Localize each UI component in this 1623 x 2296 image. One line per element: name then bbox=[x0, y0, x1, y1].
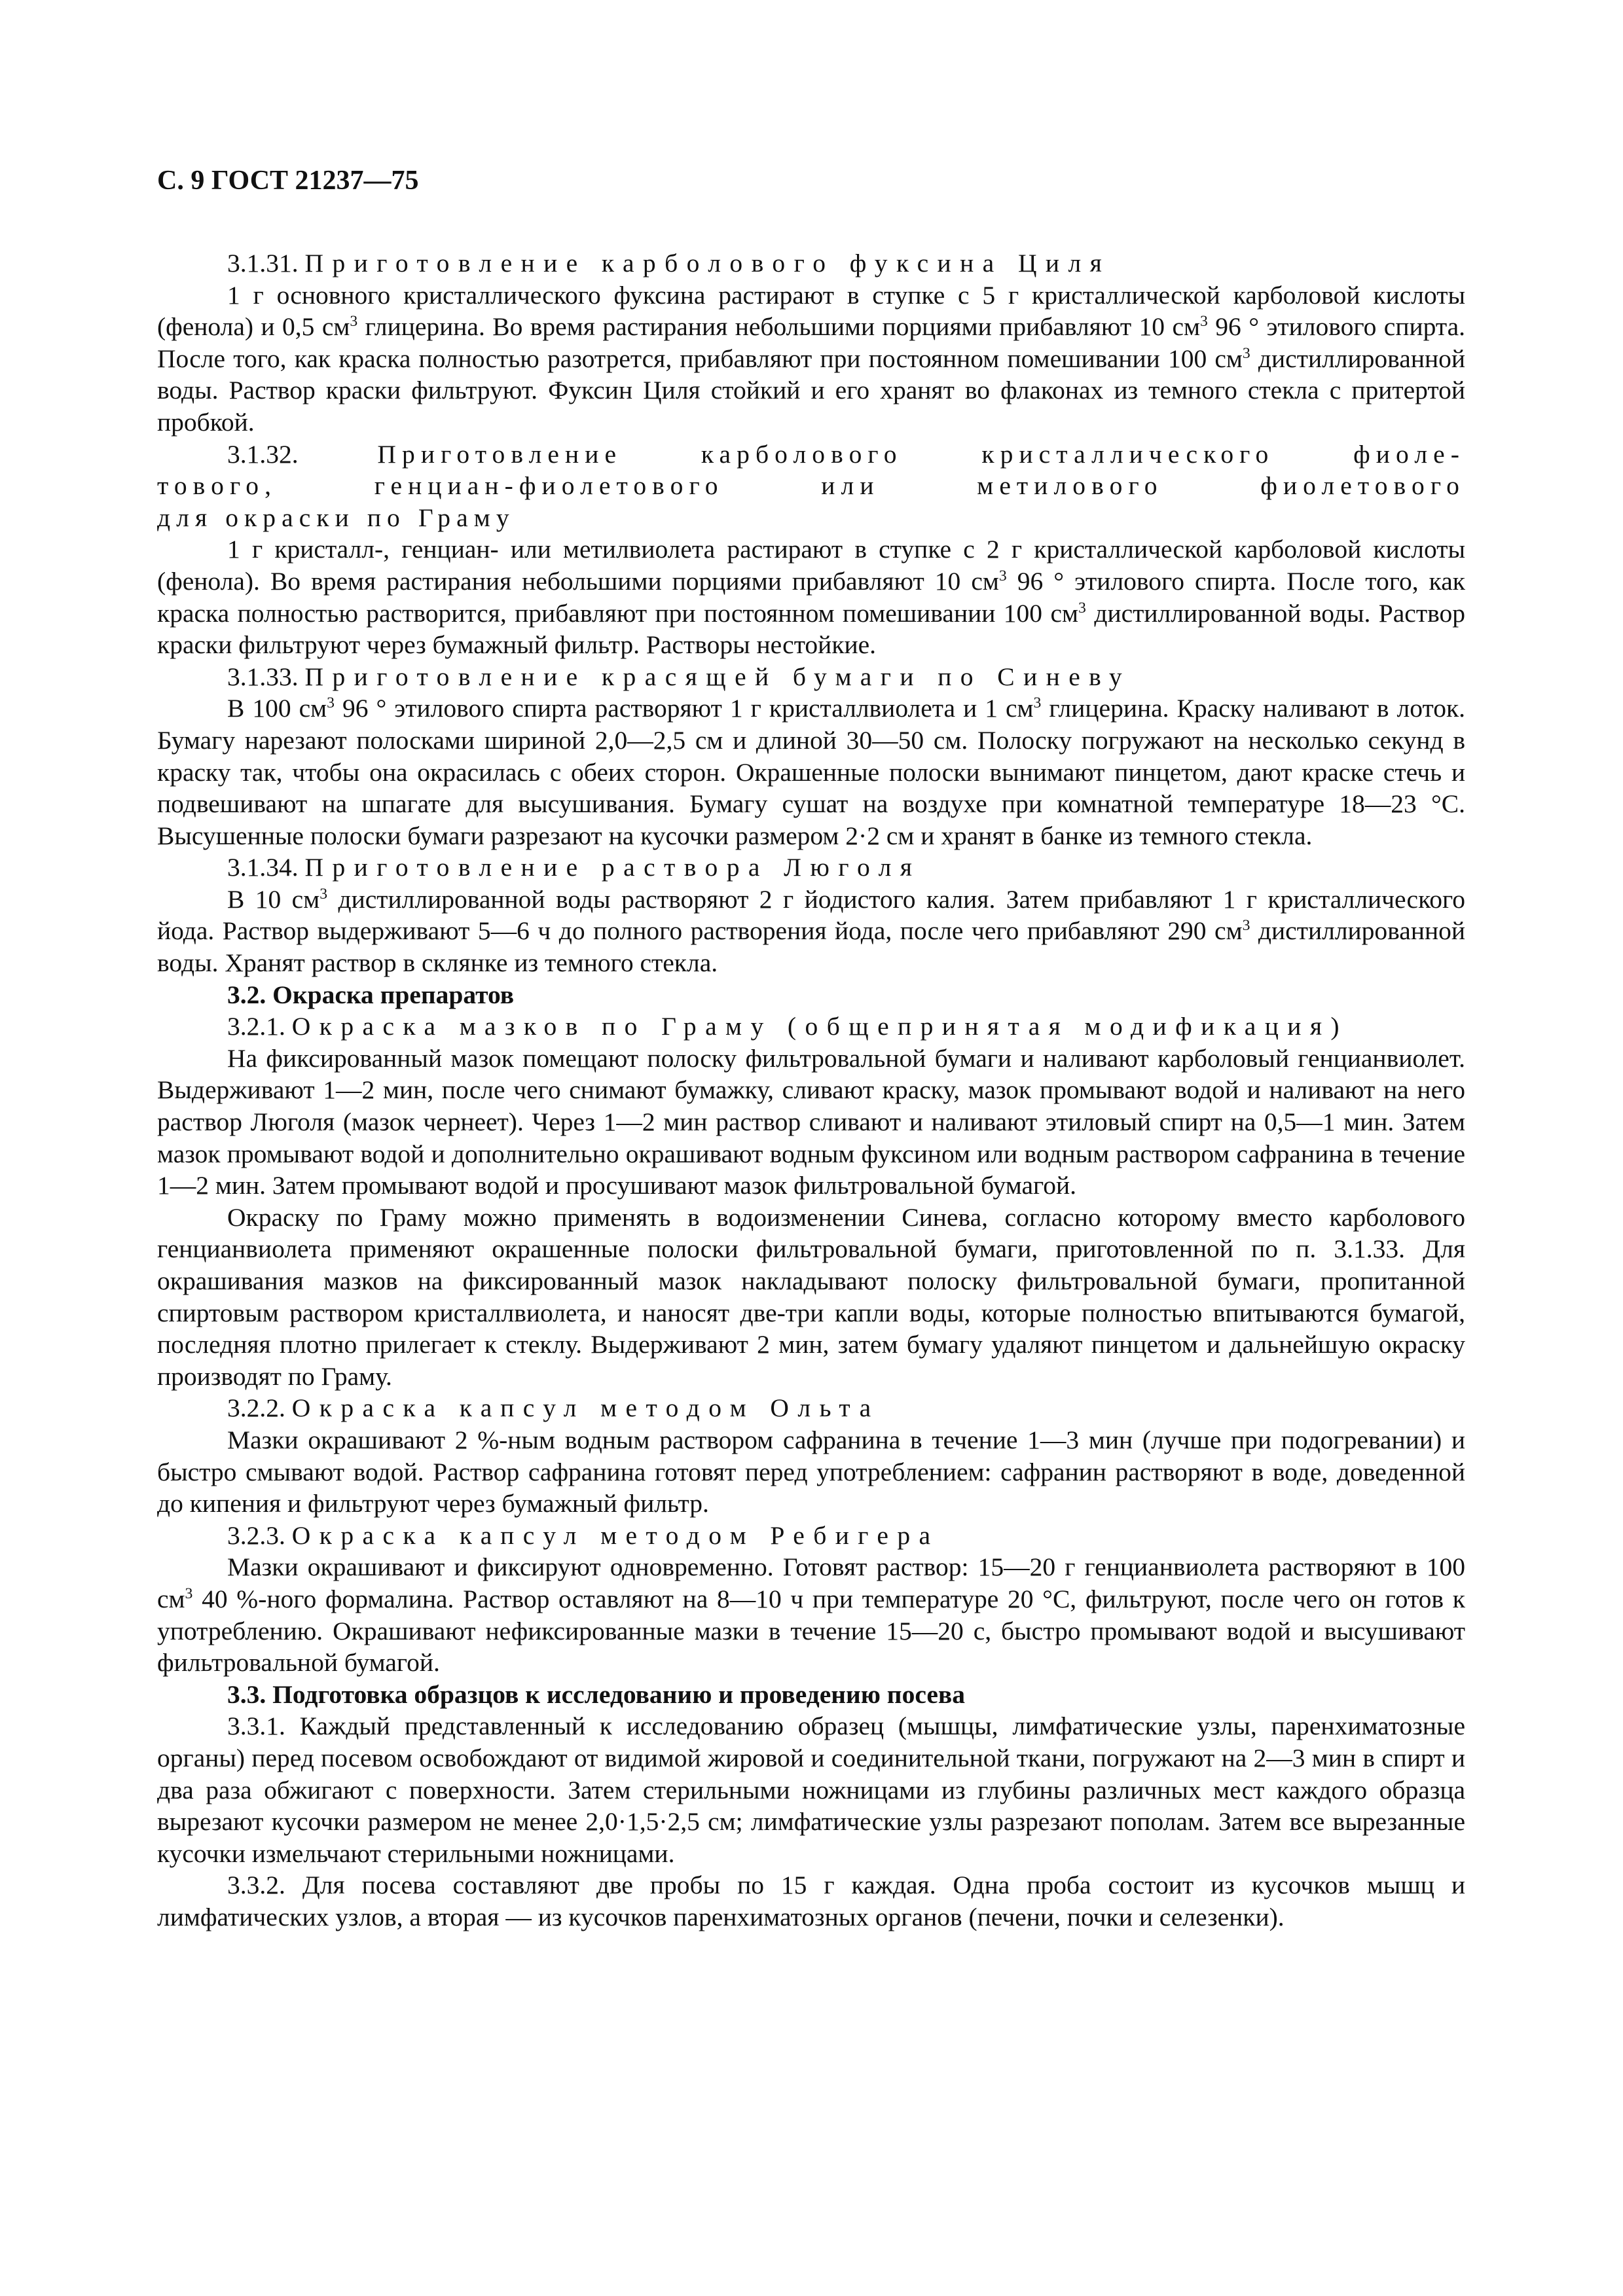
section-3-3-1-text: 3.3.1. Каждый представленный к исследованию образец (мышцы, лимфатические узлы, паренхиматозные органы) перед посевом освобождают от видимой жировой и соединительной ткани, погружают на 2—3 мин в спирт и два раза обжигают с поверхности. Затем стерильными ножницами из глубины различных мест каждого образца вырезают кусочки размером не менее 2,0·1,5·2,5 см; лимфатические узлы разрезают пополам. Затем все вырезанные кусочки измельчают стерильными ножницами. bbox=[157, 1712, 1465, 1868]
section-3-3-2-text: 3.3.2. Для посева составляют две пробы по 15 г каждая. Одна проба состоит из кусочков мышц и лимфатических узлов, а вторая — из кусочков паренхиматозных органов (печени, почки и селезенки). bbox=[157, 1871, 1465, 1931]
section-3-1-31-heading bbox=[157, 247, 1465, 279]
section-3-3-heading: 3.3. Подготовка образцов к исследованию и проведению посева bbox=[227, 1679, 965, 1709]
section-3-2-3-text: Мазки окрашивают и фиксируют одновременно. Готовят раствор: 15—20 г генцианвиолета растворяют в 100 $см^3$ 40 %-ного формалина. Раствор оставляют на 8—10 ч при температуре 20 °С, фильтруют, после чего он готов к употреблению. Окрашивают нефиксированные мазки в течение 15—20 с, быстро промывают водой и высушивают фильтровальной бумагой. bbox=[157, 1552, 1465, 1677]
section-3-1-33-heading bbox=[157, 661, 1465, 693]
section-number: 3.2.3. bbox=[227, 1520, 285, 1550]
section-number: 3.2.1. bbox=[227, 1012, 285, 1041]
section-3-1-32-heading-line-2: тового, генциан-фиолетового или метилового фиолетового bbox=[157, 471, 1465, 501]
section-title: Приготовление карболового фуксина Циля bbox=[304, 249, 1111, 278]
section-3-2-2-heading bbox=[157, 1392, 1465, 1424]
section-3-1-33-text: В 100 $см^3$ 96 ° этилового спирта растворяют 1 г кристаллвиолета и 1 $см^3$ глицерина. Краску наливают в лоток. Бумагу нарезают полосками шириной 2,0—2,5 см и длиной 30—50 см. Полоску погружают на несколько секунд в краску так, чтобы она окрасилась с обеих сторон. Окрашенные полоски вынимают пинцетом, дают краске стечь и подвешивают на шпагате для высушивания. Бумагу сушат на воздухе при комнатной температуре 18—23 °С. Высушенные полоски бумаги разрезают на кусочки размером 2·2 см и хранят в банке из темного стекла. bbox=[157, 694, 1466, 850]
section-title: Приготовление красящей бумаги по Синеву bbox=[304, 662, 1131, 691]
section-3-1-34-heading bbox=[157, 852, 1465, 884]
section-3-2-1-text-1: На фиксированный мазок помещают полоску фильтровальной бумаги и наливают карболовый генцианвиолет. Выдерживают 1—2 мин, после чего снимают бумажку, сливают краску, мазок промывают водой и наливают на него раствор Люголя (мазок чернеет). Через 1—2 мин раствор сливают и наливают этиловый спирт на 0,5—1 мин. Затем мазок промывают водой и дополнительно окрашивают водным фуксином или водным раствором сафранина в течение 1—2 мин. Затем промывают водой и просушивают мазок фильтровальной бумагой. bbox=[157, 1043, 1465, 1200]
document-page bbox=[157, 164, 1465, 1933]
section-3-1-32-heading-line-3: для окраски по Граму bbox=[157, 503, 515, 532]
section-3-1-34-text: В 10 $см^3$ дистиллированной воды растворяют 2 г йодистого калия. Затем прибавляют 1 г кристаллического йода. Раствор выдерживают 5—6 ч до полного растворения йода, после чего прибавляют 290 $см^3$ дистиллированной воды. Хранят раствор в склянке из темного стекла. bbox=[157, 884, 1465, 978]
section-3-2-3-heading bbox=[157, 1520, 1465, 1552]
section-number: 3.1.34. bbox=[227, 853, 299, 882]
section-title: Окраска капсул методом Ольта bbox=[291, 1393, 880, 1423]
section-title: Приготовление карболового кристаллического фиоле- bbox=[377, 439, 1465, 469]
section-3-1-32-text: 1 г кристалл-, генциан- или метилвиолета растирают в ступке с 2 г кристаллической карболовой кислоты (фенола). Во время растирания небольшими порциями прибавляют 10 $см^3$ 96 ° этилового спирта. После того, как краска полностью растворится, прибавляют при постоянном помешивании 100 $см^3$ дистиллированной воды. Раствор краски фильтруют через бумажный фильтр. Растворы нестойкие. bbox=[157, 535, 1465, 660]
section-title: Окраска капсул методом Ребигера bbox=[291, 1520, 939, 1550]
section-number: 3.1.32. bbox=[227, 439, 299, 469]
section-3-2-1-text-2: Окраску по Граму можно применять в водоизменении Синева, согласно которому вместо карболового генцианвиолета применяют окрашенные полоски фильтровальной бумаги, приготовленной по п. 3.1.33. Для окрашивания мазков на фиксированный мазок накладывают полоску фильтровальной бумаги, пропитанной спиртовым раствором кристаллвиолета, и наносят две-три капли воды, которые полностью впитываются бумагой, последняя плотно прилегает к стеклу. Выдерживают 2 мин, затем бумагу удаляют пинцетом и дальнейшую окраску производят по Граму. bbox=[157, 1202, 1465, 1391]
section-title: Окраска мазков по Граму (общепринятая модификация) bbox=[291, 1012, 1349, 1041]
section-3-2-2-text: Мазки окрашивают 2 %-ным водным раствором сафранина в течение 1—3 мин (лучше при подогревании) и быстро смывают водой. Раствор сафранина готовят перед употреблением: сафранин растворяют в воде, доведенной до кипения и фильтруют через бумажный фильтр. bbox=[157, 1425, 1465, 1518]
section-number: 3.2.2. bbox=[227, 1393, 285, 1423]
page-header: С. 9 ГОСТ 21237—75 bbox=[157, 166, 419, 196]
section-3-1-31-text: 1 г основного кристаллического фуксина растирают в ступке с 5 г кристаллической карболовой кислоты (фенола) и 0,5 $см^3$ глицерина. Во время растирания небольшими порциями прибавляют 10 $см^3$ 96 ° этилового спирта. После того, как краска полностью разотрется, прибавляют при постоянном помешивании 100 $см^3$ дистиллированной воды. Раствор краски фильтруют. Фуксин Циля стойкий и его хранят во флаконах из темного стекла с притертой пробкой. bbox=[157, 280, 1465, 437]
section-3-2-1-heading bbox=[157, 1011, 1465, 1043]
section-3-1-32-heading-line-1 bbox=[157, 439, 1465, 471]
section-3-2-heading: 3.2. Окраска препаратов bbox=[227, 980, 515, 1009]
section-number: 3.1.31. bbox=[227, 249, 299, 278]
section-title: Приготовление раствора Люголя bbox=[304, 853, 921, 882]
section-number: 3.1.33. bbox=[227, 662, 299, 691]
